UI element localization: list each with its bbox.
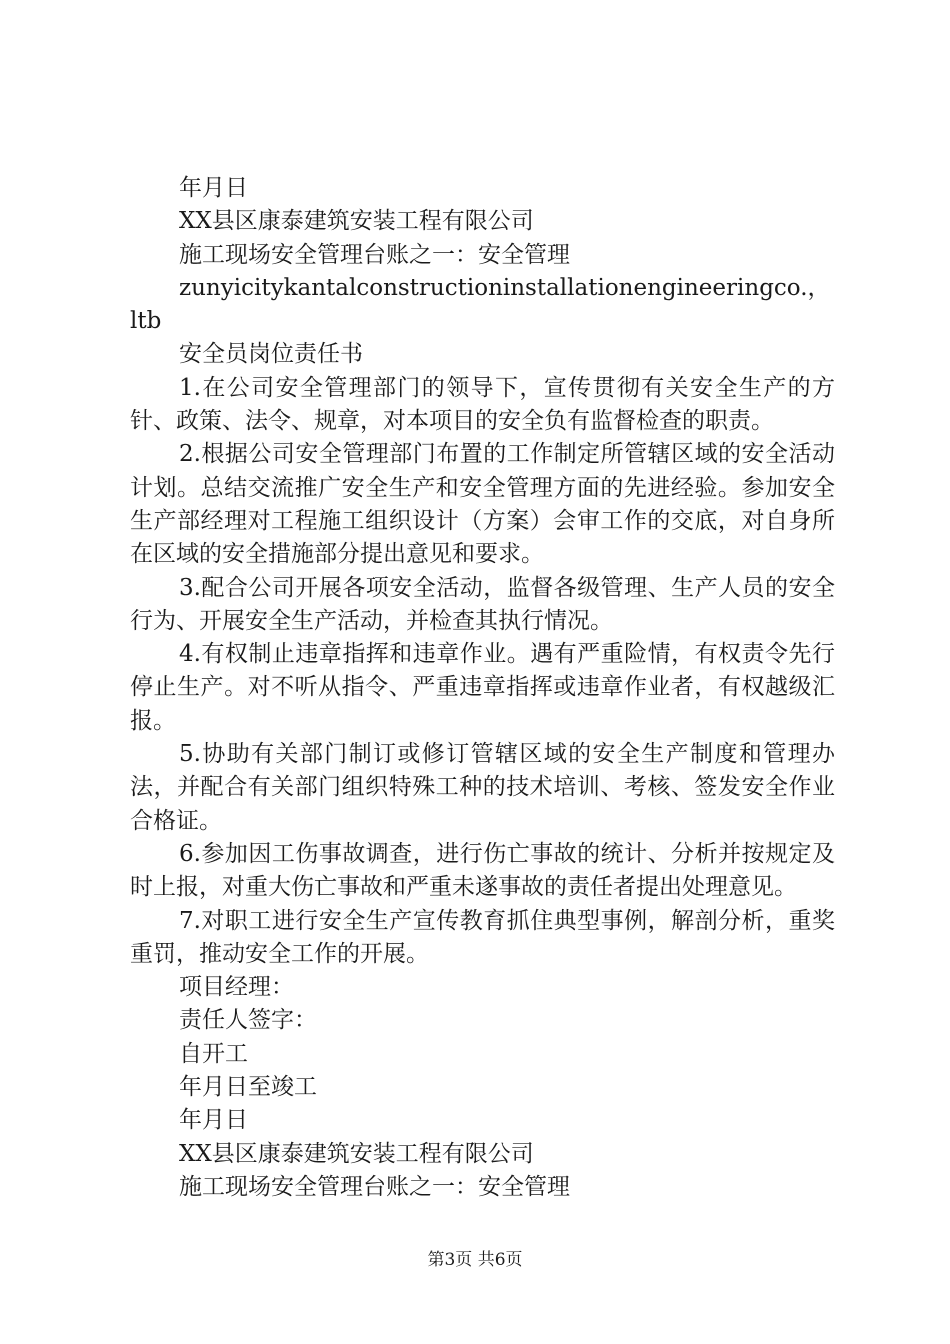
date-line: 年月日 — [179, 175, 248, 201]
duty-item-2: 2.根据公司安全管理部门布置的工作制定所管辖区域的安全活动计划。总结交流推广安全生产和安全管理方面的先进经验。参加安全生产部经理对工程施工组织设计（方案）会审工作的交底，对自身所在区域的安全措施部分提出意见和要求。 — [130, 441, 835, 568]
completion-date-line: 年月日至竣工 — [179, 1074, 317, 1101]
duty-item-3: 3.配合公司开展各项安全活动，监督各级管理、生产人员的安全行为、开展安全生产活动，并检查其执行情况。 — [130, 574, 835, 634]
duty-item-5: 5.协助有关部门制订或修订管辖区域的安全生产制度和管理办法，并配合有关部门组织特殊工种的技术培训、考核、签发安全作业合格证。 — [130, 741, 835, 834]
company-name-latin: zunyicitykantalconstructioninstallationengineeringco.，ltb — [130, 274, 831, 335]
start-label: 自开工 — [179, 1040, 248, 1067]
document-title: 安全员岗位责任书 — [179, 341, 363, 368]
duty-item-1: 1.在公司安全管理部门的领导下，宣传贯彻有关安全生产的方针、政策、法令、规章，对本项目的安全负有监督检查的职责。 — [130, 374, 835, 435]
duty-item-4: 4.有权制止违章指挥和违章作业。遇有严重险情，有权责令先行停止生产。对不听从指令、严重违章指挥或违章作业者，有权越级汇报。 — [130, 641, 835, 734]
document-body — [130, 172, 835, 1204]
project-manager-label: 项目经理： — [179, 974, 294, 1001]
duty-item-6: 6.参加因工伤事故调查，进行伤亡事故的统计、分析并按规定及时上报，对重大伤亡事故和严重未遂事故的责任者提出处理意见。 — [130, 840, 835, 901]
ledger-heading-2: 施工现场安全管理台账之一：安全管理 — [179, 1173, 570, 1200]
page-number: 第3页 共6页 — [427, 1250, 523, 1270]
company-name: XX县区康泰建筑安装工程有限公司 — [179, 208, 534, 235]
ledger-heading: 施工现场安全管理台账之一：安全管理 — [179, 241, 570, 268]
date-line-2: 年月日 — [179, 1107, 248, 1134]
responsible-signature-label: 责任人签字： — [179, 1007, 317, 1034]
company-name-2: XX县区康泰建筑安装工程有限公司 — [179, 1140, 534, 1167]
duty-item-7: 7.对职工进行安全生产宣传教育抓住典型事例，解剖分析，重奖重罚，推动安全工作的开展。 — [130, 907, 835, 967]
